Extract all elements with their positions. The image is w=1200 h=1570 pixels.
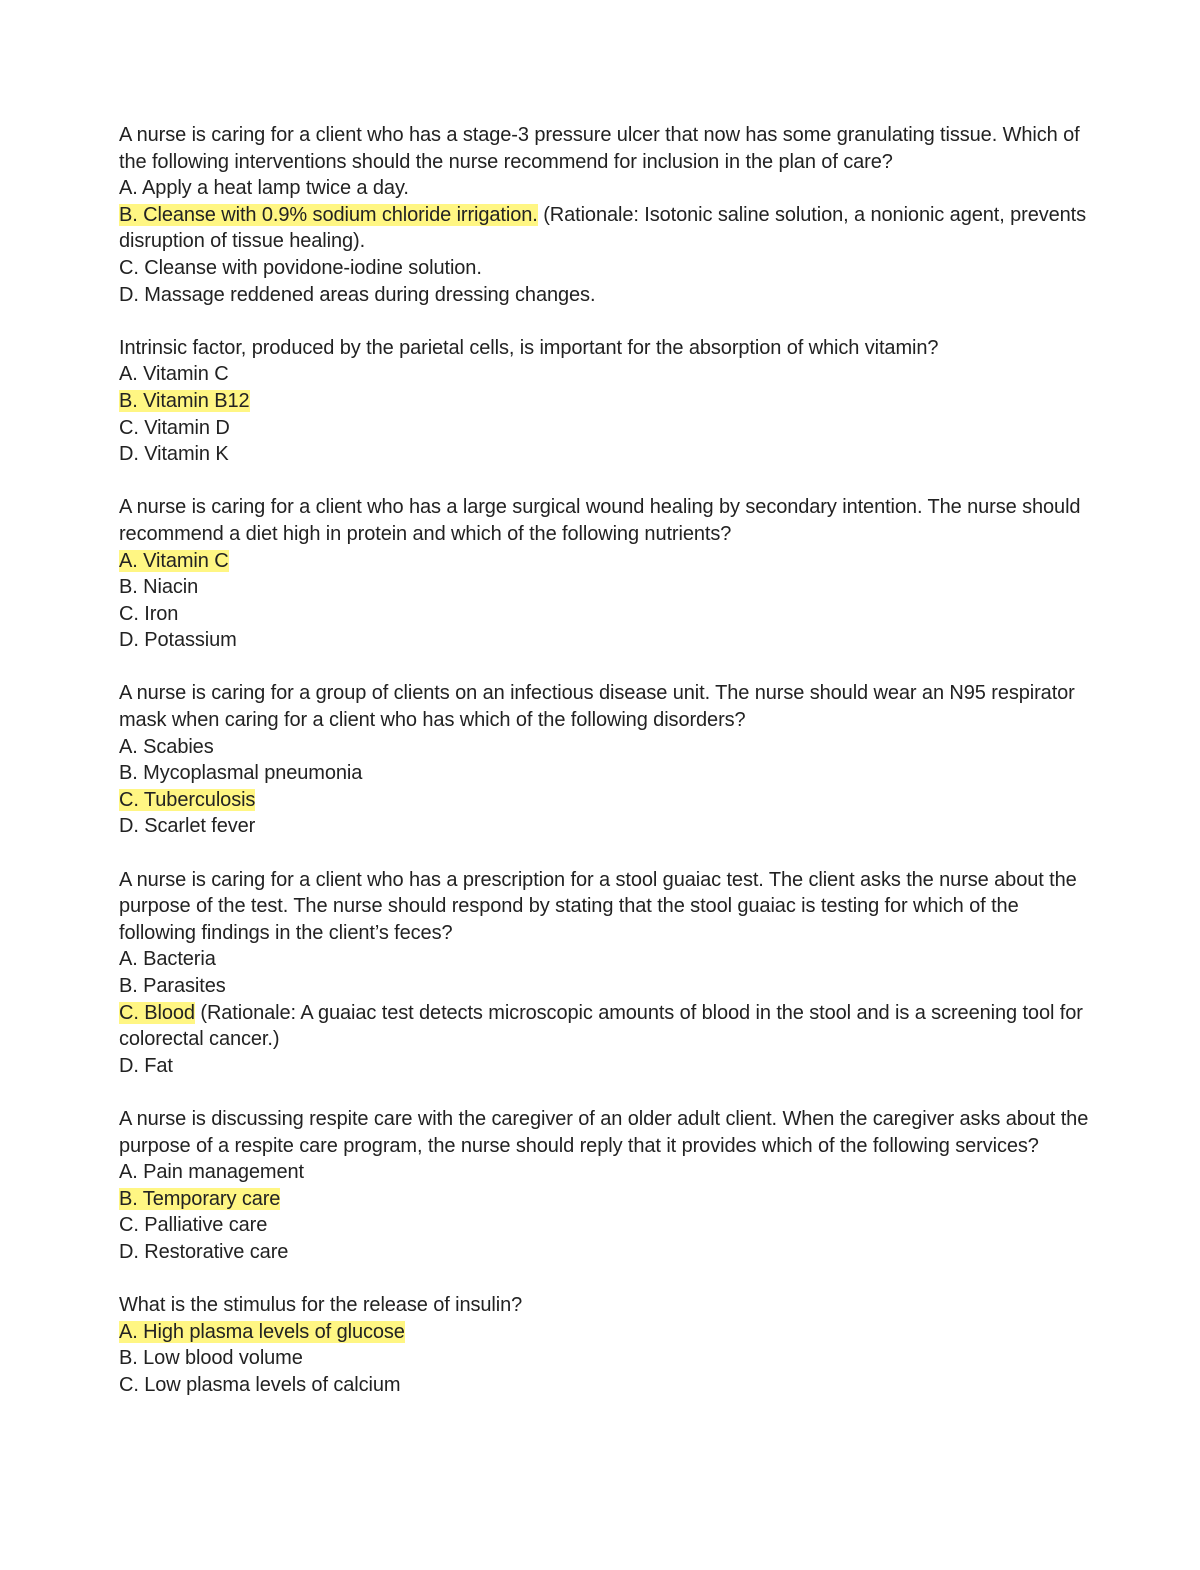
correct-answer-text: B. Cleanse with 0.9% sodium chloride irrigation. <box>119 203 538 226</box>
answer-text: A. Apply a heat lamp twice a day. <box>119 177 409 200</box>
answer-option <box>119 1053 1089 1080</box>
answer-option <box>119 1239 1089 1266</box>
answer-option <box>119 388 1089 415</box>
answer-text: D. Fat <box>119 1054 173 1077</box>
answer-option <box>119 1000 1089 1053</box>
answer-text: B. Niacin <box>119 576 199 599</box>
answer-option <box>119 787 1089 814</box>
question-block <box>119 122 1089 308</box>
correct-answer-text: C. Tuberculosis <box>119 788 256 811</box>
answer-option <box>119 441 1089 468</box>
answer-text: B. Mycoplasmal pneumonia <box>119 762 363 785</box>
answer-text: C. Palliative care <box>119 1214 268 1237</box>
answer-option <box>119 175 1089 202</box>
answer-option <box>119 946 1089 973</box>
answer-option <box>119 574 1089 601</box>
question-stem: A nurse is caring for a client who has a prescription for a stool guaiac test. The client asks the nurse about the purpose of the test. The nurse should respond by stating that the stool guaiac is testing for which of the following findings in the client’s feces? <box>119 868 1077 944</box>
answer-text: D. Massage reddened areas during dressing changes. <box>119 283 596 306</box>
answer-text: A. Vitamin C <box>119 363 229 386</box>
answer-option <box>119 548 1089 575</box>
question-stem: A nurse is caring for a client who has a stage-3 pressure ulcer that now has some granulating tissue. Which of the following interventions should the nurse recommend for inclusion in the plan of care? <box>119 124 1080 173</box>
question-stem: A nurse is discussing respite care with the caregiver of an older adult client. When the caregiver asks about the purpose of a respite care program, the nurse should reply that it provides which of the following services? <box>119 1107 1089 1157</box>
question-block <box>119 867 1089 1080</box>
correct-answer-text: C. Blood <box>119 1001 195 1024</box>
answer-text: A. Scabies <box>119 735 214 758</box>
answer-option <box>119 760 1089 787</box>
answer-text: B. Low blood volume <box>119 1347 303 1370</box>
answer-option <box>119 601 1089 628</box>
answer-text: C. Iron <box>119 602 179 625</box>
answer-text: C. Low plasma levels of calcium <box>119 1373 401 1396</box>
document-content <box>119 122 1089 1425</box>
answer-option <box>119 415 1089 442</box>
correct-answer-text: A. Vitamin C <box>119 549 229 572</box>
answer-option <box>119 1345 1089 1372</box>
answer-option <box>119 973 1089 1000</box>
question-stem: What is the stimulus for the release of insulin? <box>119 1294 523 1317</box>
answer-text: A. Bacteria <box>119 948 216 971</box>
answer-option <box>119 255 1089 282</box>
answer-option <box>119 1159 1089 1186</box>
question-stem: A nurse is caring for a client who has a large surgical wound healing by secondary intention. The nurse should recommend a diet high in protein and which of the following nutrients? <box>119 496 1081 545</box>
answer-option <box>119 1372 1089 1399</box>
correct-answer-text: B. Temporary care <box>119 1187 281 1210</box>
correct-answer-text: B. Vitamin B12 <box>119 389 250 412</box>
answer-text: D. Vitamin K <box>119 443 229 466</box>
question-block <box>119 335 1089 468</box>
answer-text: D. Scarlet fever <box>119 815 256 838</box>
answer-option <box>119 202 1089 255</box>
answer-text: D. Potassium <box>119 629 237 652</box>
answer-option <box>119 361 1089 388</box>
answer-text: A. Pain management <box>119 1161 304 1184</box>
question-block <box>119 494 1089 654</box>
question-stem: Intrinsic factor, produced by the parietal cells, is important for the absorption of which vitamin? <box>119 336 939 359</box>
correct-answer-text: A. High plasma levels of glucose <box>119 1320 405 1343</box>
answer-text: D. Restorative care <box>119 1240 289 1263</box>
answer-text: C. Cleanse with povidone-iodine solution. <box>119 256 482 279</box>
answer-option <box>119 734 1089 761</box>
answer-option <box>119 1319 1089 1346</box>
answer-option <box>119 282 1089 309</box>
answer-option <box>119 1186 1089 1213</box>
answer-option <box>119 813 1089 840</box>
question-block <box>119 1106 1089 1266</box>
rationale-text: (Rationale: A guaiac test detects microscopic amounts of blood in the stool and is a screening tool for colorectal cancer.) <box>119 1001 1083 1051</box>
answer-option <box>119 1212 1089 1239</box>
rationale-text: (Rationale: Isotonic saline solution, a nonionic agent, prevents disruption of tissue healing). <box>119 203 1087 253</box>
answer-text: C. Vitamin D <box>119 416 230 439</box>
question-stem: A nurse is caring for a group of clients on an infectious disease unit. The nurse should wear an N95 respirator mask when caring for a client who has which of the following disorders? <box>119 682 1075 732</box>
answer-text: B. Parasites <box>119 975 226 997</box>
question-block <box>119 680 1089 840</box>
answer-option <box>119 627 1089 654</box>
question-block <box>119 1292 1089 1398</box>
